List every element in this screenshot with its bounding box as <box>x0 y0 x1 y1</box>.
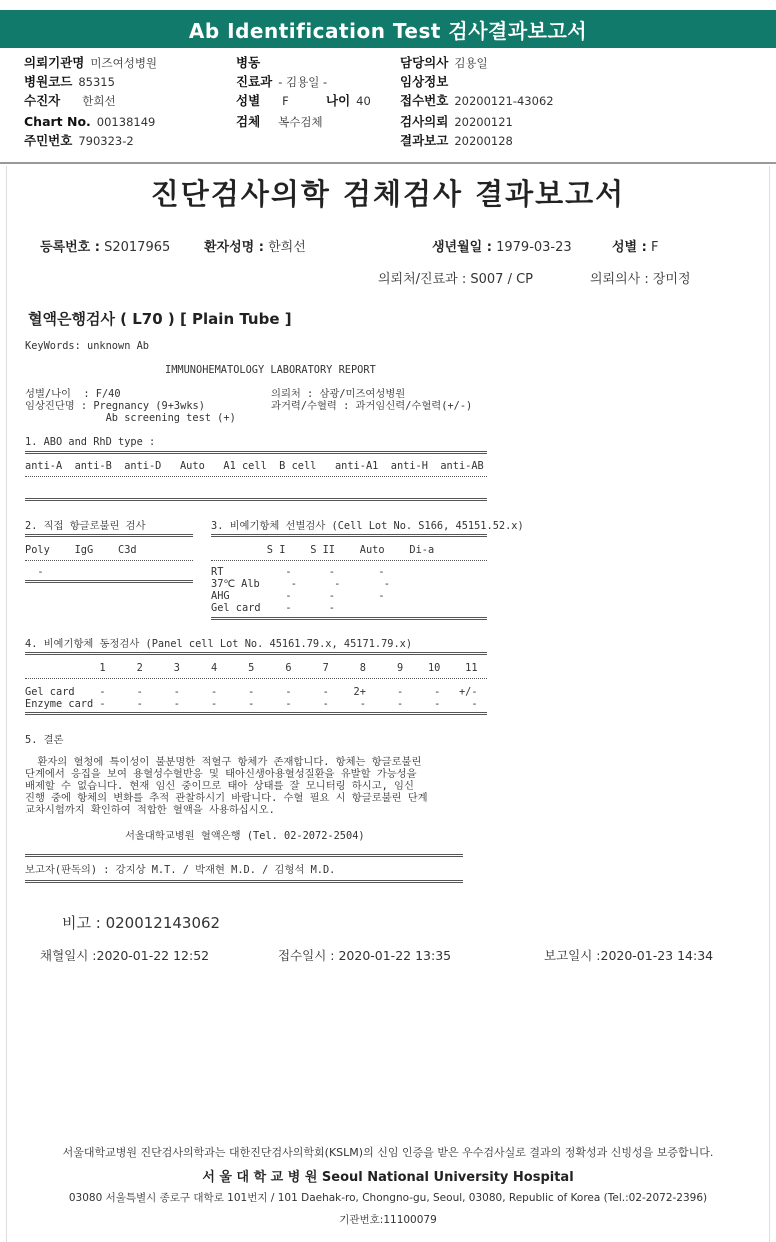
single-rule <box>25 476 487 477</box>
patient-name <box>204 236 306 255</box>
dob-value: 1979-03-23 <box>496 240 572 255</box>
info-row <box>24 92 764 110</box>
hospital-name: 서 울 대 학 교 병 원 Seoul National University Hospital <box>202 1170 574 1185</box>
sex-value: F <box>650 240 659 255</box>
info-value: 미즈여성병원 <box>90 56 158 70</box>
info-label: 접수번호 <box>400 93 449 108</box>
report-title: 진단검사의학 검체검사 결과보고서 <box>150 177 626 211</box>
double-rule <box>25 652 487 655</box>
panel-gel-card: Gel card - - - - - - - 2+ - - +/- <box>25 686 478 698</box>
info-value: 20200121 <box>454 115 513 129</box>
panel-columns: 1 2 3 4 5 6 7 8 9 10 11 <box>25 662 478 674</box>
info-label: 주민번호 <box>24 133 73 148</box>
section-abo-title: 1. ABO and RhD type : <box>25 436 156 448</box>
report-time: 보고일시 :2020-01-23 14:34 <box>544 948 714 963</box>
info-label: 임상정보 <box>400 74 449 89</box>
screening-row: RT - - - <box>211 566 385 578</box>
referrer: 의뢰처 : 삼광/미즈여성병원 <box>271 388 406 400</box>
info-value: 20200121-43062 <box>454 94 554 108</box>
double-rule <box>25 498 487 501</box>
registration-number <box>40 236 170 255</box>
exam-title: 혈액은행검사 ( L70 ) [ Plain Tube ] <box>28 310 292 328</box>
conclusion-line: 배제할 수 없습니다. 현재 임신 중이므로 태아 상태를 잘 모니터링 하시고, 임신 <box>25 780 414 792</box>
double-rule <box>25 580 193 583</box>
ordering-doctor: 의뢰의사 : 장미정 <box>590 272 691 287</box>
info-label: 성별 <box>236 93 261 108</box>
conclusion-line: 환자의 혈청에 특이성이 불분명한 적혈구 항체가 존재합니다. 항체는 항글로불린 <box>25 756 422 768</box>
name-label: 환자성명 : <box>204 240 264 255</box>
info-row <box>24 113 764 131</box>
section-panel-title: 4. 비예기항체 동정검사 (Panel cell Lot No. 45161.79.x, 45171.79.x) <box>25 638 413 650</box>
section-screening-title: 3. 비예기항체 선별검사 (Cell Lot No. S166, 45151.52.x) <box>211 520 524 532</box>
double-rule <box>211 617 487 620</box>
double-rule <box>25 712 487 715</box>
transfusion-history: 과거력/수혈력 : 과거임신력/수혈력(+/-) <box>271 400 473 412</box>
single-rule <box>25 678 487 679</box>
info-cell <box>24 113 155 131</box>
info-value: 김용일 <box>454 56 488 70</box>
reg-value: S2017965 <box>104 240 171 255</box>
info-cell <box>236 92 289 110</box>
info-row <box>24 54 764 72</box>
info-cell <box>24 54 157 72</box>
info-cell <box>400 113 513 131</box>
collection-time: 채혈일시 :2020-01-22 12:52 <box>40 948 210 963</box>
single-rule <box>211 560 487 561</box>
blood-bank-contact: 서울대학교병원 혈액은행 (Tel. 02-2072-2504) <box>125 830 365 842</box>
info-cell <box>400 73 454 91</box>
clinical-diagnosis: 임상진단명 : Pregnancy (9+3wks) <box>25 400 205 412</box>
lab-report-title: IMMUNOHEMATOLOGY LABORATORY REPORT <box>165 364 376 376</box>
info-value: F <box>282 94 289 108</box>
receipt-time: 접수일시 : 2020-01-22 13:35 <box>278 948 452 963</box>
certification-note: 서울대학교병원 진단검사의학과는 대한진단검사의학회(KSLM)의 신임 인증을 받은 우수검사실로 결과의 정확성과 신빙성을 보증합니다. <box>62 1146 714 1159</box>
info-cell <box>236 54 266 72</box>
info-cell <box>400 92 554 110</box>
reg-label: 등록번호 : <box>40 240 100 255</box>
conclusion-line: 교차시험까지 확인하여 적합한 혈액을 사용하십시오. <box>25 804 275 816</box>
info-cell <box>236 73 327 91</box>
patient-sex <box>612 236 658 255</box>
report-header-title: Ab Identification Test 검사결과보고서 <box>0 10 776 48</box>
clinical-diagnosis-2: Ab screening test (+) <box>25 412 236 424</box>
reporter: 보고자(판독의) : 강지상 M.T. / 박재현 M.D. / 김형석 M.D. <box>25 864 336 876</box>
double-rule <box>211 534 487 537</box>
dat-value: - <box>25 566 44 578</box>
info-label: 병동 <box>236 55 261 70</box>
info-value: - 김용일 - <box>278 75 328 89</box>
name-value: 한희선 <box>268 240 306 255</box>
abo-columns: anti-A anti-B anti-D Auto A1 cell B cell anti-A1 anti-H anti-AB <box>25 460 484 472</box>
info-value: 한희선 <box>82 94 116 108</box>
screening-row: AHG - - - <box>211 590 385 602</box>
sex-label: 성별 : <box>612 240 647 255</box>
conclusion-line: 진행 중에 항체의 변화를 추적 관찰하시기 바랍니다. 수혈 필요 시 항글로불린 단계 <box>25 792 428 804</box>
double-rule <box>25 534 193 537</box>
double-rule <box>25 854 463 857</box>
section-conclusion-title: 5. 결론 <box>25 734 64 746</box>
sex-age: 성별/나이 : F/40 <box>25 388 121 400</box>
screening-row: Gel card - - <box>211 602 335 614</box>
info-cell <box>24 132 134 150</box>
info-label: 병원코드 <box>24 74 73 89</box>
info-label: 담당의사 <box>400 55 449 70</box>
keywords: KeyWords: unknown Ab <box>25 340 149 352</box>
info-label: Chart No. <box>24 114 91 129</box>
age-value: 40 <box>356 94 371 108</box>
section-dat-title: 2. 직접 항글로불린 검사 <box>25 520 146 532</box>
panel-enzyme-card: Enzyme card - - - - - - - - - - - <box>25 698 478 710</box>
hospital-address: 03080 서울특별시 종로구 대학로 101번지 / 101 Daehak-ro, Chongno-gu, Seoul, 03080, Republic of Korea (Tel.:02-2072-2396) <box>68 1192 708 1204</box>
screening-row: 37℃ Alb - - - <box>211 578 390 590</box>
single-rule <box>25 560 193 561</box>
info-value: 00138149 <box>96 115 156 129</box>
info-label: 결과보고 <box>400 133 449 148</box>
info-label: 검체 <box>236 114 261 129</box>
organization-number: 기관번호:11100079 <box>339 1214 437 1226</box>
info-label: 진료과 <box>236 74 273 89</box>
age-label: 나이 <box>326 93 351 108</box>
info-cell <box>400 132 513 150</box>
conclusion-line: 단계에서 응집을 보여 용혈성수혈반응 및 태아신생아용혈성질환을 유발할 가능성을 <box>25 768 417 780</box>
info-value: 790323-2 <box>78 134 134 148</box>
double-rule <box>25 880 463 883</box>
request-info-grid <box>24 54 764 154</box>
info-value: 85315 <box>78 75 115 89</box>
info-row <box>24 73 764 91</box>
info-row <box>24 132 764 150</box>
header-divider <box>0 162 776 164</box>
dob-label: 생년월일 : <box>432 240 492 255</box>
remark: 비고 : 020012143062 <box>62 914 221 932</box>
info-cell <box>24 92 116 110</box>
info-label: 의뢰기관명 <box>24 55 85 70</box>
info-value: 20200128 <box>454 134 513 148</box>
info-label: 검사의뢰 <box>400 114 449 129</box>
date-of-birth <box>432 236 572 255</box>
screening-columns: S I S II Auto Di-a <box>211 544 435 556</box>
info-cell <box>236 113 323 131</box>
double-rule <box>25 451 487 454</box>
department: 의뢰처/진료과 : S007 / CP <box>378 272 533 287</box>
info-value: 복수검체 <box>278 115 323 129</box>
dat-columns: Poly IgG C3d <box>25 544 137 556</box>
info-cell <box>400 54 488 72</box>
info-cell <box>24 73 115 91</box>
info-label: 수진자 <box>24 93 61 108</box>
info-cell <box>326 92 371 110</box>
